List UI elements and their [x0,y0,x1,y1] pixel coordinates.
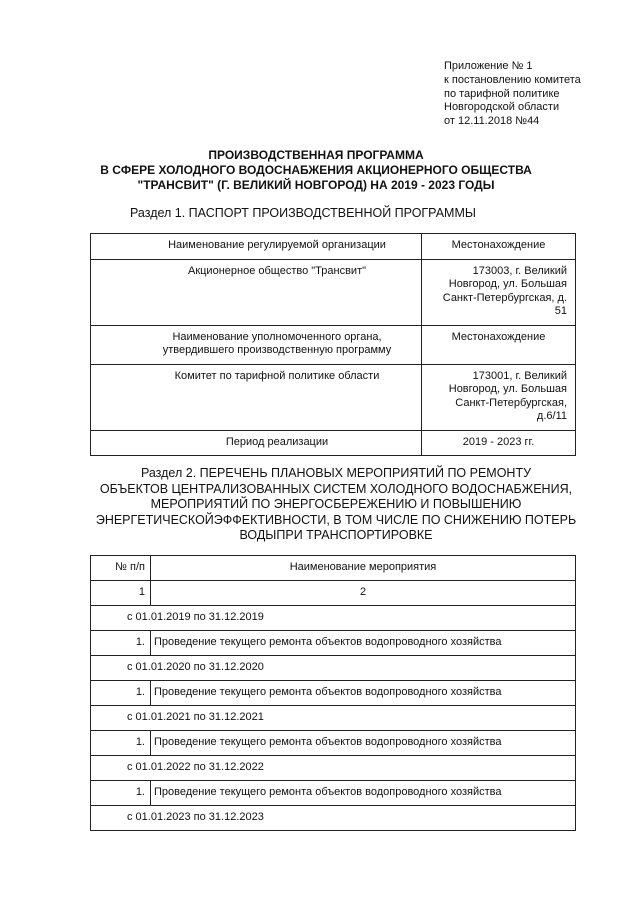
column-header-name: Наименование мероприятия [151,556,576,581]
period-row [91,806,576,831]
period-2023: с 01.01.2023 по 31.12.2023 [91,806,576,831]
passport-table [90,233,576,456]
table-row [91,259,576,325]
title-line: ПРОИЗВОДСТВЕННАЯ ПРОГРАММА [208,148,424,162]
passport-label-location: Местонахождение [422,325,576,364]
period-row [91,706,576,731]
period-row [91,606,576,631]
item-name: Проведение текущего ремонта объектов водопроводного хозяйства [151,631,576,656]
index-cell-1: 1 [91,581,151,606]
title-line: В СФЕРЕ ХОЛОДНОГО ВОДОСНАБЖЕНИЯ АКЦИОНЕРНОГО ОБЩЕСТВА [100,163,532,177]
passport-period-value: 2019 - 2023 гг. [422,430,576,456]
appendix-line: к постановлению комитета [444,73,581,86]
section2-heading [70,466,602,544]
item-number: 1. [91,731,151,756]
heading-line: Раздел 2. ПЕРЕЧЕНЬ ПЛАНОВЫХ МЕРОПРИЯТИЙ ПО РЕМОНТУ [140,466,532,480]
period-2019: с 01.01.2019 по 31.12.2019 [91,606,576,631]
item-name: Проведение текущего ремонта объектов водопроводного хозяйства [151,681,576,706]
column-header-number: № п/п [91,556,151,581]
table-row [91,364,576,430]
passport-authority-address: 173001, г. Великий Новгород, ул. Большая Санкт-Петербургская, д.6/11 [422,364,576,430]
passport-authority-name: Комитет по тарифной политике области [91,364,422,430]
table-row [91,731,576,756]
document-title [88,148,544,193]
index-cell-2: 2 [151,581,576,606]
period-2021: с 01.01.2021 по 31.12.2021 [91,706,576,731]
table-header-row [91,556,576,581]
table-row [91,234,576,260]
period-2020: с 01.01.2020 по 31.12.2020 [91,656,576,681]
item-name: Проведение текущего ремонта объектов водопроводного хозяйства [151,781,576,806]
passport-label-authority: Наименование уполномоченного органа, утвердившего производственную программу [91,325,422,364]
passport-org-name: Акционерное общество "Трансвит" [91,259,422,325]
item-name: Проведение текущего ремонта объектов водопроводного хозяйства [151,731,576,756]
events-table [90,555,576,831]
item-number: 1. [91,781,151,806]
passport-label-org: Наименование регулируемой организации [91,234,422,260]
heading-line: ЭНЕРГЕТИЧЕСКОЙЭФФЕКТИВНОСТИ, В ТОМ ЧИСЛЕ ПО СНИЖЕНИЮ ПОТЕРЬ [95,512,577,527]
table-row [91,430,576,456]
table-row [91,325,576,364]
table-index-row [91,581,576,606]
appendix-line: по тарифной политике [444,87,560,100]
heading-line: ОБЪЕКТОВ ЦЕНТРАЛИЗОВАННЫХ СИСТЕМ ХОЛОДНОГО ВОДОСНАБЖЕНИЯ, [99,481,573,496]
title-line: "ТРАНСВИТ" (Г. ВЕЛИКИЙ НОВГОРОД) НА 2019 - 2023 ГОДЫ [137,178,495,192]
appendix-line: от 12.11.2018 №44 [444,115,540,128]
heading-line: МЕРОПРИЯТИЙ ПО ЭНЕРГОСБЕРЕЖЕНИЮ И ПОВЫШЕНИЮ [150,497,522,511]
section1-heading: Раздел 1. ПАСПОРТ ПРОИЗВОДСТВЕННОЙ ПРОГРАММЫ [130,206,476,220]
table-row [91,631,576,656]
appendix-note [444,60,581,129]
item-number: 1. [91,681,151,706]
passport-org-address: 173003, г. Великий Новгород, ул. Большая Санкт-Петербургская, д. 51 [422,259,576,325]
period-row [91,756,576,781]
period-row [91,656,576,681]
appendix-line: Новгородской области [444,101,560,114]
table-row [91,681,576,706]
period-2022: с 01.01.2022 по 31.12.2022 [91,756,576,781]
appendix-line: Приложение № 1 [444,60,533,72]
passport-label-period: Период реализации [91,430,422,456]
item-number: 1. [91,631,151,656]
table-row [91,781,576,806]
heading-line: ВОДЫПРИ ТРАНСПОРТИРОВКЕ [239,528,433,542]
passport-label-location: Местонахождение [422,234,576,260]
